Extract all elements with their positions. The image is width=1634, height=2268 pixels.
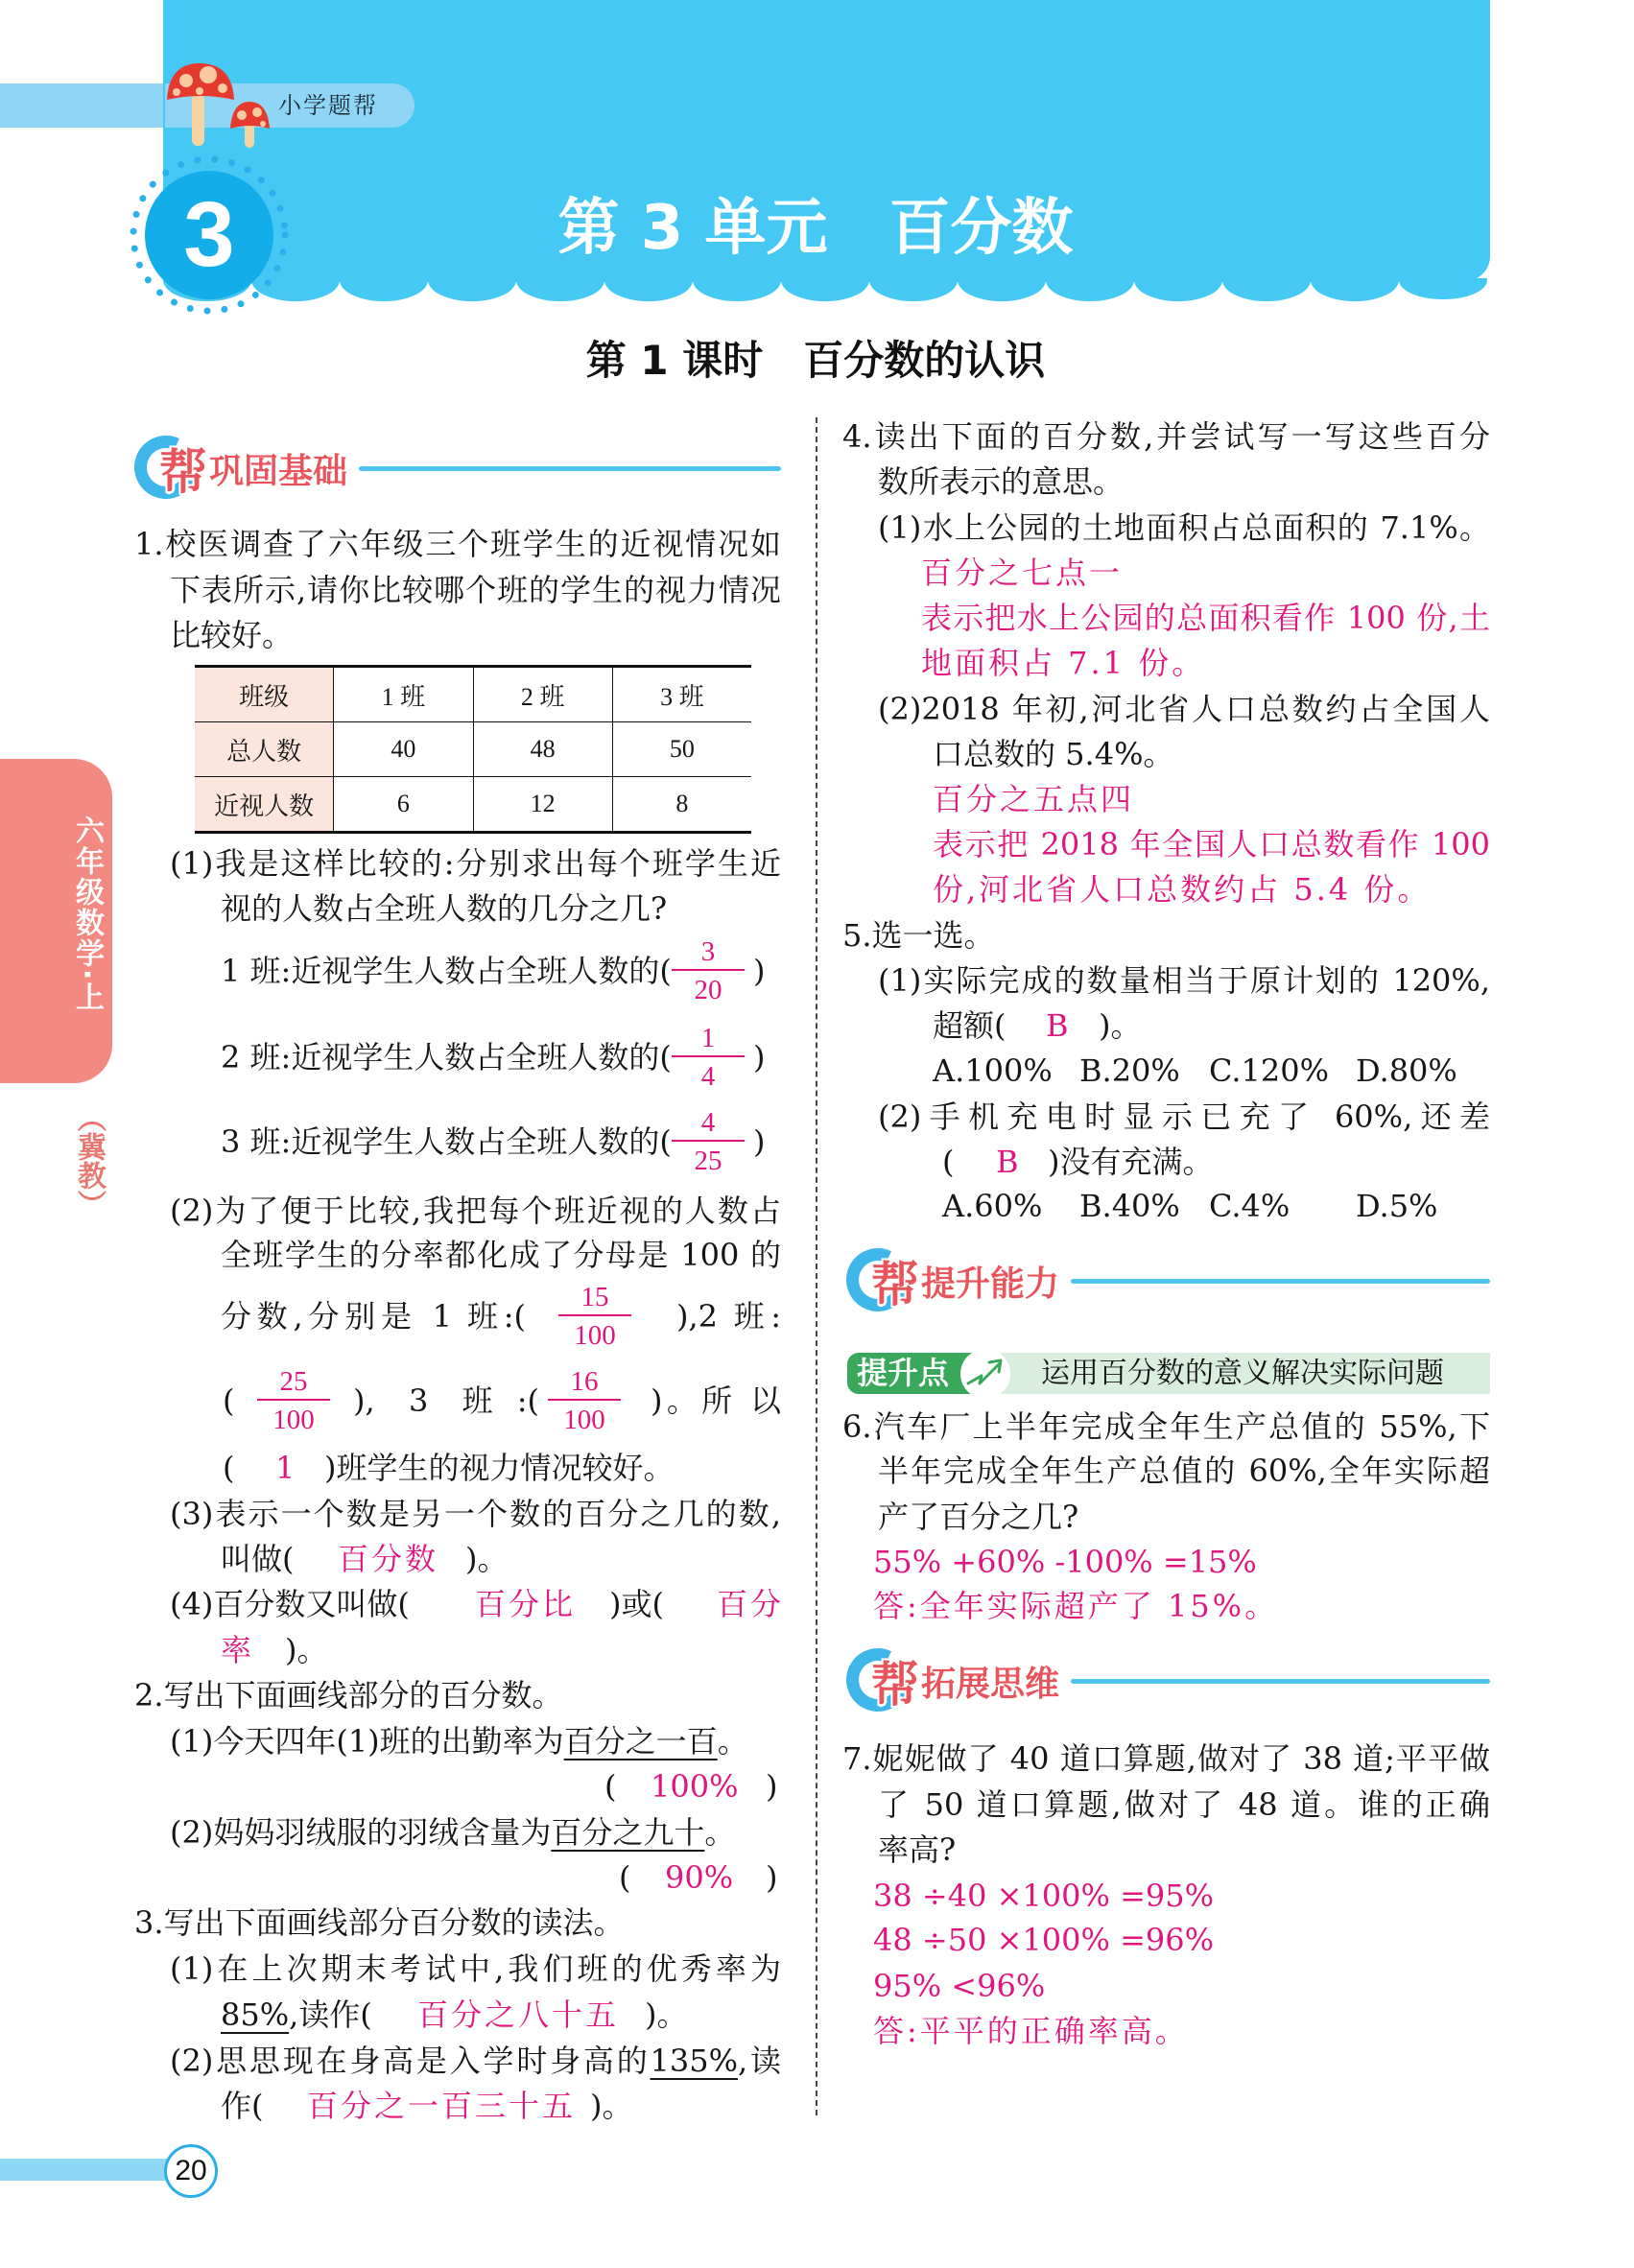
page-number-bar (0, 2159, 169, 2181)
subquestion-label: (2) (170, 1193, 214, 1229)
underlined-text: 135% (650, 2043, 738, 2079)
subquestion-text: 视的人数占全班人数的几分之几? (221, 890, 668, 927)
subquestion-text: )或( (609, 1586, 664, 1622)
table-cell: 40 (334, 722, 473, 777)
answer-text: 答:全年实际超产了 15%。 (873, 1588, 1279, 1624)
option-d: D.80% (1356, 1052, 1457, 1089)
answer-equation: 55% +60% -100% =15% (873, 1544, 1257, 1580)
open-paren: ( (223, 1450, 235, 1486)
subquestion-line (878, 959, 1490, 1002)
question-number: 5. (842, 917, 872, 954)
close-paren: ) (753, 1123, 766, 1160)
subquestion-line (170, 2040, 781, 2082)
close-paren: )。 (465, 1541, 509, 1577)
question-text: 写出下面画线部分的百分数。 (163, 1677, 563, 1713)
underlined-text: 85% (221, 1996, 290, 2033)
subquestion-text: 全班学生的分率都化成了分母是 100 的 (221, 1237, 781, 1273)
answer-text: 表示把水上公园的总面积看作 100 份,土 (921, 600, 1490, 636)
subquestion-text: ,读作( (289, 1996, 372, 2033)
subquestion-text: ), 3 班:( (353, 1382, 539, 1419)
answer-text: 1 (275, 1450, 298, 1486)
subquestion-text: 口总数的 5.4%。 (933, 736, 1174, 772)
answer-text: 份,河北省人口总数约占 5.4 份。 (933, 871, 1432, 908)
underlined-text: 百分之一百 (563, 1723, 718, 1760)
answer-text: 百分之五点四 (933, 781, 1135, 817)
subquestion-text: 在上次期末考试中,我们班的优秀率为 (213, 1950, 781, 1987)
option-c: C.120% (1209, 1052, 1329, 1089)
tip-label: 提升点 (847, 1353, 982, 1394)
denominator: 100 (563, 1405, 605, 1435)
subquestion-label: (1) (170, 1723, 214, 1760)
subquestion-line (170, 1583, 410, 1625)
subquestion-line (170, 1720, 748, 1762)
question-5-line (842, 914, 995, 957)
subquestion-text: 为了便于比较,我把每个班近视的人数占 (213, 1193, 781, 1229)
option-b: B.40% (1079, 1188, 1180, 1224)
edition-label: （冀教） (72, 1103, 106, 1218)
subquestion-line (878, 1096, 1490, 1138)
question-text: 率高? (878, 1831, 957, 1868)
underlined-text: 百分之九十 (551, 1814, 705, 1851)
subquestion-text: 。 (717, 1723, 748, 1760)
subquestion-line (170, 1493, 781, 1535)
section-title: 拓展思维 (921, 1664, 1060, 1704)
subquestion-line (221, 1994, 372, 2036)
option-b: B.20% (1079, 1052, 1180, 1089)
tip-banner (847, 1353, 1490, 1394)
close-paren: )。 (1099, 1007, 1142, 1044)
question-text: 读出下面的百分数,并尝试写一写这些百分 (871, 418, 1490, 455)
subquestion-text: 超额( (933, 1007, 1006, 1044)
answer-text: 百分之七点一 (921, 555, 1124, 591)
subquestion-label: (2) (878, 691, 922, 727)
unit-number-badge: 3 (145, 171, 273, 299)
close-paren: ) (766, 1768, 778, 1805)
answer-text: 百分比 (475, 1586, 577, 1622)
table-row-label: 总人数 (195, 722, 334, 777)
section-header-improve (846, 1250, 1490, 1311)
answer-text: 百分数 (338, 1541, 439, 1577)
section-divider-line (1071, 1279, 1490, 1284)
question-number: 6. (842, 1408, 872, 1445)
denominator: 25 (694, 1146, 722, 1176)
denominator: 100 (272, 1405, 315, 1435)
subquestion-label: (1) (878, 509, 922, 546)
subquestion-label: (4) (170, 1586, 214, 1622)
numerator: 4 (672, 1103, 745, 1142)
subquestion-text: 水上公园的土地面积占总面积的 7.1%。 (921, 509, 1490, 546)
question-4-line (842, 415, 1490, 458)
page-number: 20 (164, 2144, 218, 2198)
section-title: 提升能力 (921, 1264, 1060, 1304)
question-text: 妮妮做了 40 道口算题,做对了 38 道;平平做 (871, 1740, 1490, 1777)
subquestion-label: (2) (170, 1814, 214, 1851)
answer-equation: 38 ÷40 ×100% =95% (873, 1878, 1214, 1914)
close-paren: )。 (645, 1996, 688, 2033)
subquestion-text: 2018 年初,河北省人口总数约占全国人 (921, 691, 1490, 727)
subquestion-label: (3) (170, 1496, 214, 1532)
answer-text: 率 (221, 1632, 255, 1668)
question-number: 3. (134, 1904, 164, 1941)
numerator: 15 (558, 1278, 631, 1316)
option-d: D.5% (1356, 1188, 1438, 1224)
answer-text: 百分之八十五 (417, 1996, 620, 2033)
bang-badge: 帮 (159, 444, 207, 500)
subquestion-text: ,读 (738, 2043, 781, 2079)
answer-equation: 48 ÷50 ×100% =96% (873, 1922, 1214, 1958)
question-number: 4. (842, 418, 872, 455)
answer-text: 答:平平的正确率高。 (873, 2013, 1189, 2049)
subquestion-text: 思思现在身高是入学时身高的 (213, 2043, 651, 2079)
table-row (195, 777, 751, 833)
class-1-ratio-text: 1 班:近视学生人数占全班人数的( (221, 953, 672, 989)
brand-name: 小学题帮 (278, 92, 378, 119)
bang-badge: 帮 (871, 1257, 919, 1312)
tip-text: 运用百分数的意义解决实际问题 (1041, 1357, 1444, 1390)
table-row (195, 722, 751, 777)
table-cell: 48 (473, 722, 612, 777)
answer-text: 100% (651, 1768, 739, 1805)
denominator: 20 (694, 975, 722, 1005)
answer-text: 地面积占 7.1 份。 (921, 645, 1206, 681)
subquestion-line (170, 1190, 781, 1232)
question-1-line (134, 523, 781, 565)
table-cell: 6 (334, 777, 473, 833)
subquestion-text: 分数,分别是 1 班:( (221, 1298, 526, 1335)
question-text: 半年完成全年生产总值的 60%,全年实际超 (878, 1453, 1490, 1489)
answer-choice: B (1046, 1007, 1072, 1044)
subquestion-text: )班学生的视力情况较好。 (324, 1450, 675, 1486)
answer-text: 百分 (717, 1586, 785, 1622)
close-paren: ) (753, 1039, 766, 1075)
numerator: 25 (257, 1362, 330, 1401)
class-2-ratio-text: 2 班:近视学生人数占全班人数的( (221, 1039, 672, 1075)
close-paren: ) (766, 1859, 778, 1896)
answer-fraction (548, 1362, 621, 1439)
option-a: A.100% (933, 1052, 1053, 1089)
answer-choice: B (996, 1144, 1022, 1180)
subquestion-text: 今天四年(1)班的出勤率为 (213, 1723, 564, 1760)
table-cell: 12 (473, 777, 612, 833)
answer-fraction (672, 1103, 745, 1180)
question-number: 7. (842, 1740, 872, 1777)
question-number: 1. (134, 526, 164, 562)
close-paren: )。 (285, 1632, 328, 1668)
subquestion-text: 百分数又叫做( (213, 1586, 410, 1622)
subquestion-line (170, 1948, 781, 1990)
bang-badge: 帮 (871, 1657, 919, 1713)
unit-title: 第 3 单元 百分数 (557, 193, 1074, 264)
table-header-cell: 1 班 (334, 667, 473, 722)
numerator: 16 (548, 1362, 621, 1401)
denominator: 100 (574, 1320, 616, 1351)
numerator: 3 (672, 933, 745, 971)
open-paren: ( (619, 1859, 631, 1896)
question-7-line (842, 1737, 1490, 1780)
mushroom-icon (165, 59, 272, 151)
denominator: 4 (700, 1061, 716, 1092)
question-text: 选一选。 (871, 917, 995, 954)
open-paren: ( (942, 1144, 955, 1180)
subquestion-label: (1) (170, 845, 214, 882)
question-text: 数所表示的意思。 (878, 463, 1125, 500)
question-3-line (134, 1902, 625, 1944)
subquestion-line (878, 688, 1490, 730)
close-paren: ) (753, 953, 766, 989)
table-header-cell: 3 班 (612, 667, 751, 722)
grade-label: 六年级数学·上 (70, 815, 104, 1013)
answer-text: 表示把 2018 年全国人口总数看作 100 (933, 826, 1490, 862)
section-divider-line (359, 466, 781, 471)
question-text: 校医调查了六年级三个班学生的近视情况如 (163, 526, 781, 562)
question-number: 2. (134, 1677, 164, 1713)
subquestion-label: (1) (878, 962, 922, 999)
section-title: 巩固基础 (209, 451, 348, 491)
question-text: 产了百分之几? (878, 1499, 1079, 1535)
lesson-title: 第 1 课时 百分数的认识 (585, 337, 1046, 384)
question-2-line (134, 1674, 563, 1716)
question-text: 比较好。 (170, 617, 294, 653)
question-text: 写出下面画线部分百分数的读法。 (163, 1904, 625, 1941)
answer-fraction (672, 1019, 745, 1096)
column-divider (816, 417, 817, 2115)
answer-text: 90% (665, 1859, 734, 1896)
question-text: 下表所示,请你比较哪个班的学生的视力情况 (170, 572, 781, 608)
question-text: 了 50 道口算题,做对了 48 道。谁的正确 (878, 1786, 1490, 1823)
arrow-up-right-icon (960, 1349, 1010, 1399)
subquestion-text: 叫做( (221, 1541, 295, 1577)
close-paren: )。 (590, 2088, 633, 2124)
subquestion-text: 妈妈羽绒服的羽绒含量为 (213, 1814, 552, 1851)
table-cell: 50 (612, 722, 751, 777)
section-header-expand (846, 1650, 1490, 1712)
subquestion-line (878, 507, 1490, 549)
subquestion-text: 我是这样比较的:分别求出每个班学生近 (213, 845, 781, 882)
subquestion-text: )没有充满。 (1048, 1144, 1214, 1180)
answer-fraction (558, 1278, 631, 1355)
subquestion-text: 作( (221, 2088, 264, 2124)
option-c: C.4% (1209, 1188, 1291, 1224)
table-header-cell: 班级 (195, 667, 334, 722)
table-header-row (195, 667, 751, 722)
table-row-label: 近视人数 (195, 777, 334, 833)
question-text: 汽车厂上半年完成全年生产总值的 55%,下 (871, 1408, 1490, 1445)
subquestion-line (170, 1811, 735, 1854)
subquestion-text: 。 (704, 1814, 736, 1851)
subquestion-text: )。所 以 (651, 1382, 781, 1419)
question-6-line (842, 1406, 1490, 1448)
table-cell: 8 (612, 777, 751, 833)
answer-fraction (257, 1362, 330, 1439)
subquestion-label: (2) (878, 1099, 922, 1135)
subquestion-text: 实际完成的数量相当于原计划的 120%, (921, 962, 1490, 999)
answer-text: 百分之一百三十五 (307, 2088, 577, 2124)
subquestion-text: 表示一个数是另一个数的百分之几的数, (213, 1496, 781, 1532)
answer-comparison: 95% <96% (873, 1968, 1046, 2004)
numerator: 1 (672, 1019, 745, 1057)
subquestion-text: 手机充电时显示已充了 60%,还差 (921, 1099, 1490, 1135)
option-a: A.60% (942, 1188, 1043, 1224)
section-header-basic (134, 437, 781, 499)
subquestion-line (170, 842, 781, 885)
answer-fraction (672, 933, 745, 1009)
open-paren: ( (604, 1768, 617, 1805)
class-3-ratio-text: 3 班:近视学生人数占全班人数的( (221, 1123, 672, 1160)
subquestion-label: (2) (170, 2043, 214, 2079)
section-divider-line (1071, 1679, 1490, 1684)
subquestion-text: ),2 班: (676, 1298, 781, 1335)
subquestion-label: (1) (170, 1950, 214, 1987)
open-paren: ( (223, 1382, 235, 1419)
myopia-table (195, 665, 751, 834)
table-header-cell: 2 班 (473, 667, 612, 722)
banner-wave-edge (163, 278, 1490, 303)
